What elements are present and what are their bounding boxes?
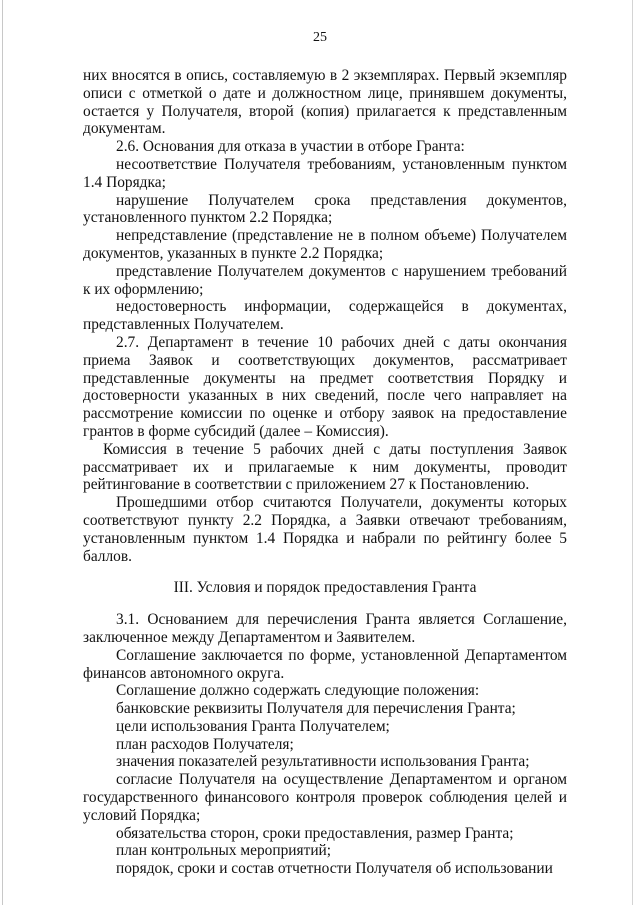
clause-3-1: 3.1. Основанием для перечисления Гранта является Соглашение, заключенное между Департаментом и Заявителем.: [83, 611, 567, 646]
paragraph-continuation: них вносятся в опись, составляемую в 2 экземплярах. Первый экземпляр описи с отметкой о дате и должностном лице, принявшем документы, остается у Получателя, второй (копия) прилагается к представленным документам.: [83, 67, 567, 138]
list-item: несоответствие Получателя требованиям, установленным пунктом 1.4 Порядка;: [83, 155, 567, 191]
scan-edge-left: [2, 0, 3, 905]
list-item: непредставление (представление не в полном объеме) Получателем документов, указанных в пункте 2.2 Порядка;: [83, 227, 567, 262]
list-item: план расходов Получателя;: [116, 735, 294, 753]
list-item: значения показателей результативности использования Гранта;: [116, 753, 530, 771]
list-item: план контрольных мероприятий;: [116, 842, 332, 860]
list-item: порядок, сроки и состав отчетности Получателя об использовании: [116, 860, 553, 878]
list-item: цели использования Гранта Получателем;: [116, 717, 390, 735]
clause-2-7: 2.7. Департамент в течение 10 рабочих дней с даты окончания приема Заявок и соответствующих документов, рассматривает представленные документы на предмет соответствия Порядку и достоверности указанных в них сведений, после чего направляет на рассмотрение комиссии по оценке и отбору заявок на предоставление грантов в форме субсидий (далее – Комиссия).: [83, 333, 567, 440]
paragraph: Соглашение заключается по форме, установленной Департаментом финансов автономного округа.: [83, 646, 567, 682]
paragraph: Комиссия в течение 5 рабочих дней с даты поступления Заявок рассматривает их и прилагаемые к ним документы, проводит рейтингование в соответствии с приложением 27 к Постановлению.: [83, 440, 567, 494]
list-item: нарушение Получателем срока представления документов, установленного пунктом 2.2 Порядка;: [83, 191, 567, 227]
list-item: согласие Получателя на осуществление Департаментом и органом государственного финансового контроля проверок соблюдения целей и условий Порядка;: [83, 771, 567, 824]
list-item: банковские реквизиты Получателя для перечисления Гранта;: [116, 700, 516, 718]
clause-2-6: 2.6. Основания для отказа в участии в отборе Гранта:: [116, 138, 465, 156]
section-heading: III. Условия и порядок предоставления Гранта: [173, 579, 477, 597]
page-number: 25: [313, 30, 327, 45]
document-body: [83, 67, 567, 878]
scan-edge-right: [632, 0, 633, 905]
list-item: представление Получателем документов с нарушением требований к их оформлению;: [83, 262, 567, 298]
list-item: недостоверность информации, содержащейся в документах, представленных Получателем.: [83, 298, 567, 334]
paragraph: Соглашение должно содержать следующие положения:: [116, 682, 480, 700]
list-item: обязательства сторон, сроки предоставления, размер Гранта;: [116, 824, 514, 842]
paragraph: Прошедшими отбор считаются Получатели, документы которых соответствуют пункту 2.2 Порядка, а Заявки отвечают требованиям, установленным пунктом 1.4 Порядка и набрали по рейтингу более 5 баллов.: [83, 494, 567, 565]
